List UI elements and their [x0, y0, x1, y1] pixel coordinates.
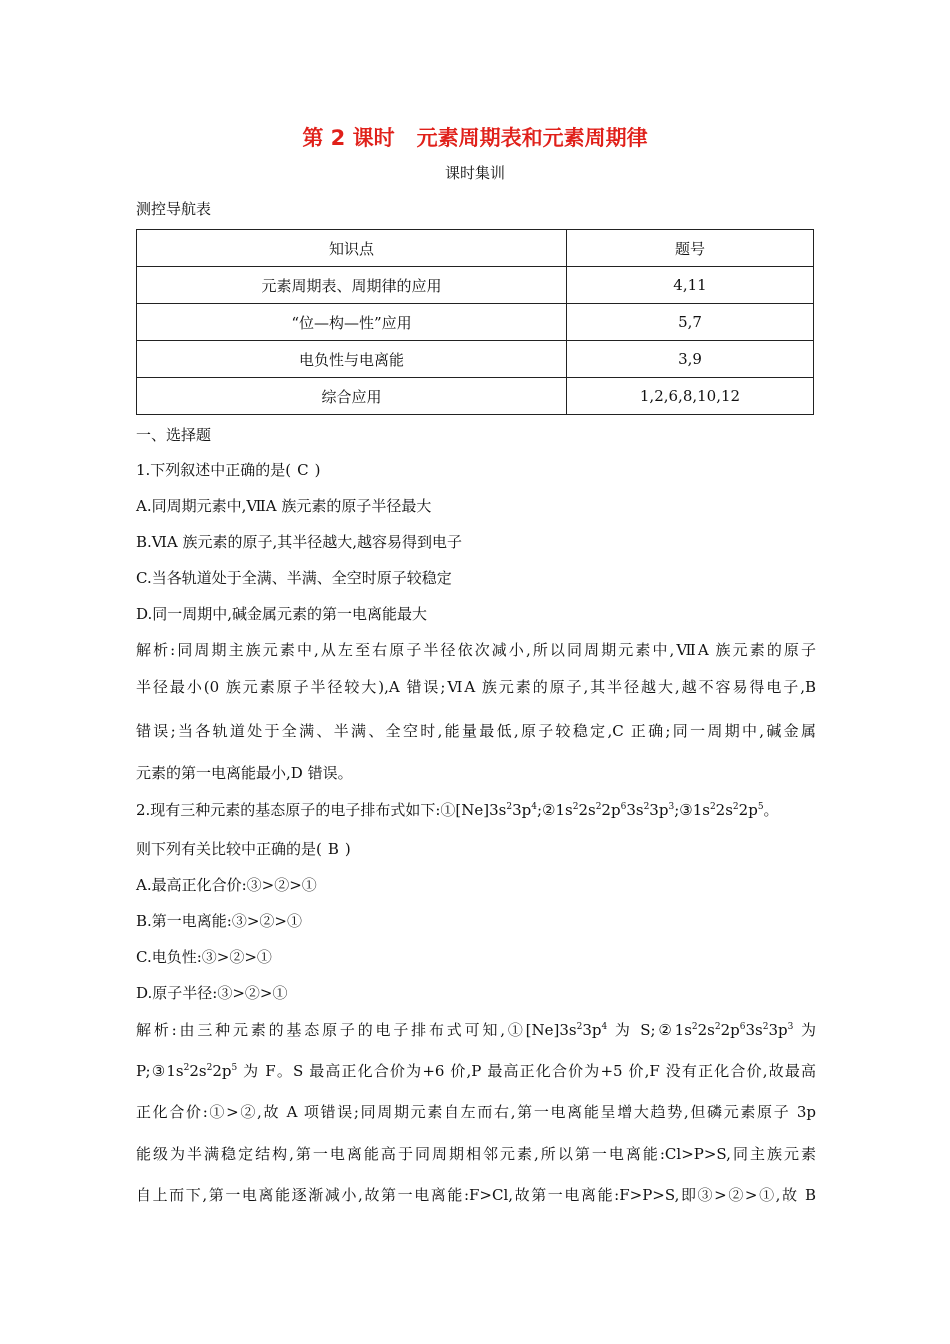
- analysis-line: 错误;当各轨道处于全满、半满、全空时,能量最低,原子较稳定,C 正确;同一周期中,碱金属: [136, 722, 816, 740]
- table-cell: 3,9: [567, 341, 814, 378]
- option-d: D.原子半径:③>②>①: [136, 984, 288, 1002]
- table-cell: 综合应用: [137, 378, 567, 415]
- title-lesson: 第 2 课时: [302, 126, 395, 150]
- question-1-stem: 1.下列叙述中正确的是( C ): [136, 461, 321, 479]
- section-heading: 一、选择题: [136, 426, 212, 444]
- option-d: D.同一周期中,碱金属元素的第一电离能最大: [136, 605, 428, 623]
- header-cell: 题号: [567, 230, 814, 267]
- table-cell: 电负性与电离能: [137, 341, 567, 378]
- option-b: B.ⅥA 族元素的原子,其半径越大,越容易得到电子: [136, 533, 463, 551]
- navigation-table: [136, 229, 814, 415]
- table-cell: 4,11: [567, 267, 814, 304]
- analysis-line: 自上而下,第一电离能逐渐减小,故第一电离能:F>Cl,故第一电离能:F>P>S,即③>②>①,故 B: [136, 1186, 816, 1204]
- question-2-stem: 2.现有三种元素的基态原子的电子排布式如下$:①[Ne]3s^23p^4;②1s^22s^22p^63s^23p^3;③1s^22s^22p^5$。: [136, 801, 779, 819]
- table-row: [137, 341, 814, 378]
- table-cell: “位—构—性”应用: [137, 304, 567, 341]
- page-title: [0, 122, 950, 152]
- table-row: [137, 267, 814, 304]
- option-c: C.电负性:③>②>①: [136, 948, 272, 966]
- option-b: B.第一电离能:③>②>①: [136, 912, 302, 930]
- header-cell: 知识点: [137, 230, 567, 267]
- analysis-line: 元素的第一电离能最小,D 错误。: [136, 764, 353, 782]
- option-c: C.当各轨道处于全满、半满、全空时原子较稳定: [136, 569, 452, 587]
- option-a: A.同周期元素中,ⅦA 族元素的原子半径最大: [136, 497, 432, 515]
- analysis-line: 半径最小(0 族元素原子半径较大),A 错误;ⅥA 族元素的原子,其半径越大,越不容易得电子,B: [136, 678, 816, 696]
- nav-table-label: 测控导航表: [136, 200, 212, 218]
- answer-mark: C: [297, 461, 309, 479]
- analysis-line: 正化合价:①>②,故 A 项错误;同周期元素自左而右,第一电离能呈增大趋势,但磷元素原子 3p: [136, 1103, 816, 1121]
- analysis-line: 解析:同周期主族元素中,从左至右原子半径依次减小,所以同周期元素中,ⅦA 族元素的原子: [136, 641, 816, 659]
- analysis-line: 能级为半满稳定结构,第一电离能高于同周期相邻元素,所以第一电离能:Cl>P>S,同主族元素: [136, 1145, 816, 1163]
- analysis-line: 解析:由三种元素的基态原子的电子排布式可知$,①[Ne]3s^23p^4$ 为 $S;②1s^22s^22p^63s^23p^3$ 为: [136, 1021, 816, 1039]
- table-cell: 元素周期表、周期律的应用: [137, 267, 567, 304]
- subtitle: 课时集训: [444, 164, 505, 182]
- analysis-line: $P;③1s^22s^22p^5$ 为 F。S 最高正化合价为+6 价,P 最高正化合价为+5 价,F 没有正化合价,故最高: [136, 1062, 816, 1080]
- table-row: [137, 304, 814, 341]
- option-a: A.最高正化合价:③>②>①: [136, 876, 317, 894]
- question-2-prompt: 则下列有关比较中正确的是( B ): [136, 840, 351, 858]
- table-cell: 1,2,6,8,10,12: [567, 378, 814, 415]
- title-topic: 元素周期表和元素周期律: [416, 126, 648, 150]
- table-cell: 5,7: [567, 304, 814, 341]
- table-row: [137, 378, 814, 415]
- table-header-row: [137, 230, 814, 267]
- answer-mark: B: [327, 840, 339, 858]
